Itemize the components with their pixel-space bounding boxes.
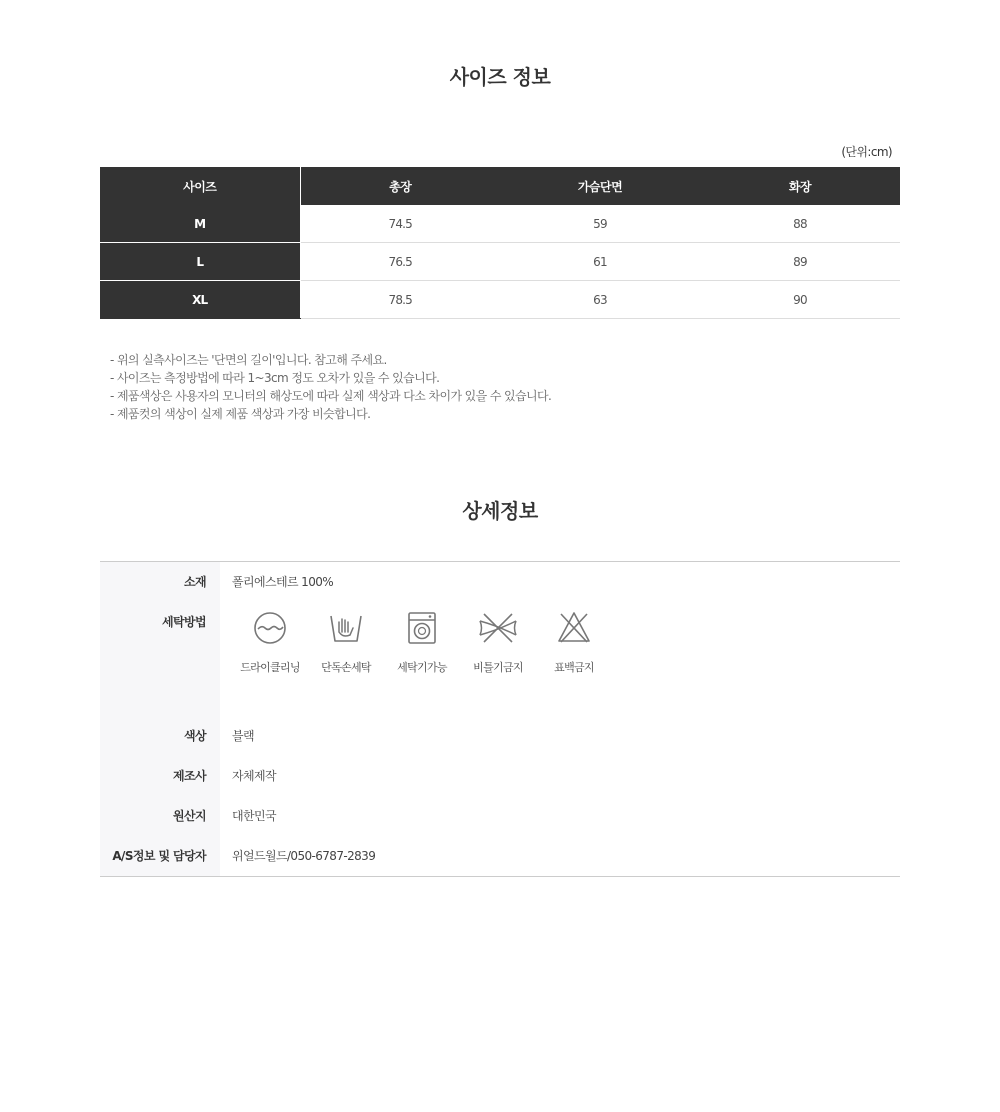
detail-table bbox=[100, 561, 900, 877]
note-item: - 사이즈는 측정방법에 따라 1~3cm 정도 오차가 있을 수 있습니다. bbox=[110, 371, 440, 385]
wash-item-no-bleach bbox=[536, 602, 612, 716]
wash-item-label: 단독손세탁 bbox=[321, 661, 371, 674]
wash-item-hand-wash bbox=[308, 602, 384, 716]
sleeve-cell: 89 bbox=[700, 243, 900, 281]
chest-cell: 61 bbox=[500, 243, 700, 281]
wash-item-label: 비틀기금지 bbox=[473, 661, 523, 674]
sleeve-cell: 88 bbox=[700, 205, 900, 243]
detail-row-origin bbox=[100, 796, 900, 836]
table-row bbox=[100, 281, 900, 319]
maker-label: 제조사 bbox=[100, 756, 220, 796]
material-value: 폴리에스테르 100% bbox=[232, 575, 334, 589]
size-notes bbox=[110, 351, 551, 423]
chest-cell: 63 bbox=[500, 281, 700, 319]
detail-row-as bbox=[100, 836, 900, 876]
as-label: A/S정보 및 담당자 bbox=[100, 836, 220, 876]
wash-icons bbox=[220, 602, 900, 716]
color-value: 블랙 bbox=[232, 729, 254, 743]
maker-value: 자체제작 bbox=[232, 769, 276, 783]
size-cell: XL bbox=[100, 281, 300, 319]
wash-item-washing-machine bbox=[384, 602, 460, 716]
note-item: - 제품컷의 색상이 실제 제품 색상과 가장 비슷합니다. bbox=[110, 407, 371, 421]
as-value: 위얼드월드/050-6787-2839 bbox=[232, 849, 376, 863]
hand-wash-icon bbox=[328, 610, 364, 646]
wash-label: 세탁방법 bbox=[100, 602, 220, 716]
length-cell: 76.5 bbox=[300, 243, 500, 281]
no-wring-icon bbox=[477, 610, 519, 646]
size-table bbox=[100, 167, 900, 319]
header-sleeve: 화장 bbox=[700, 167, 900, 205]
size-cell: M bbox=[100, 205, 300, 243]
note-item: - 제품색상은 사용자의 모니터의 해상도에 따라 실제 색상과 다소 차이가 있을 수 있습니다. bbox=[110, 389, 552, 403]
detail-row-color bbox=[100, 716, 900, 756]
chest-cell: 59 bbox=[500, 205, 700, 243]
table-row bbox=[100, 205, 900, 243]
color-label: 색상 bbox=[100, 716, 220, 756]
length-cell: 74.5 bbox=[300, 205, 500, 243]
dry-cleaning-icon bbox=[252, 610, 288, 646]
detail-info-title: 상세정보 bbox=[462, 499, 538, 523]
sleeve-cell: 90 bbox=[700, 281, 900, 319]
origin-value: 대한민국 bbox=[232, 809, 276, 823]
wash-item-dry-cleaning bbox=[232, 602, 308, 716]
size-table-header bbox=[100, 167, 900, 205]
note-item: - 위의 실측사이즈는 '단면의 길이'입니다. 참고해 주세요. bbox=[110, 353, 387, 367]
origin-label: 원산지 bbox=[100, 796, 220, 836]
washing-machine-icon bbox=[404, 610, 440, 646]
wash-item-label: 드라이클리닝 bbox=[240, 661, 300, 674]
header-chest: 가슴단면 bbox=[500, 167, 700, 205]
detail-row-maker bbox=[100, 756, 900, 796]
length-cell: 78.5 bbox=[300, 281, 500, 319]
header-length: 총장 bbox=[300, 167, 500, 205]
wash-item-label: 세탁기가능 bbox=[397, 661, 447, 674]
table-row bbox=[100, 243, 900, 281]
header-size: 사이즈 bbox=[100, 167, 300, 205]
material-label: 소재 bbox=[100, 562, 220, 602]
size-cell: L bbox=[100, 243, 300, 281]
wash-item-no-wring bbox=[460, 602, 536, 716]
detail-row-wash bbox=[100, 602, 900, 716]
no-bleach-icon bbox=[556, 610, 592, 646]
size-info-title: 사이즈 정보 bbox=[449, 65, 551, 89]
unit-note: (단위:cm) bbox=[841, 145, 892, 159]
detail-row-material bbox=[100, 562, 900, 602]
wash-item-label: 표백금지 bbox=[554, 661, 594, 674]
